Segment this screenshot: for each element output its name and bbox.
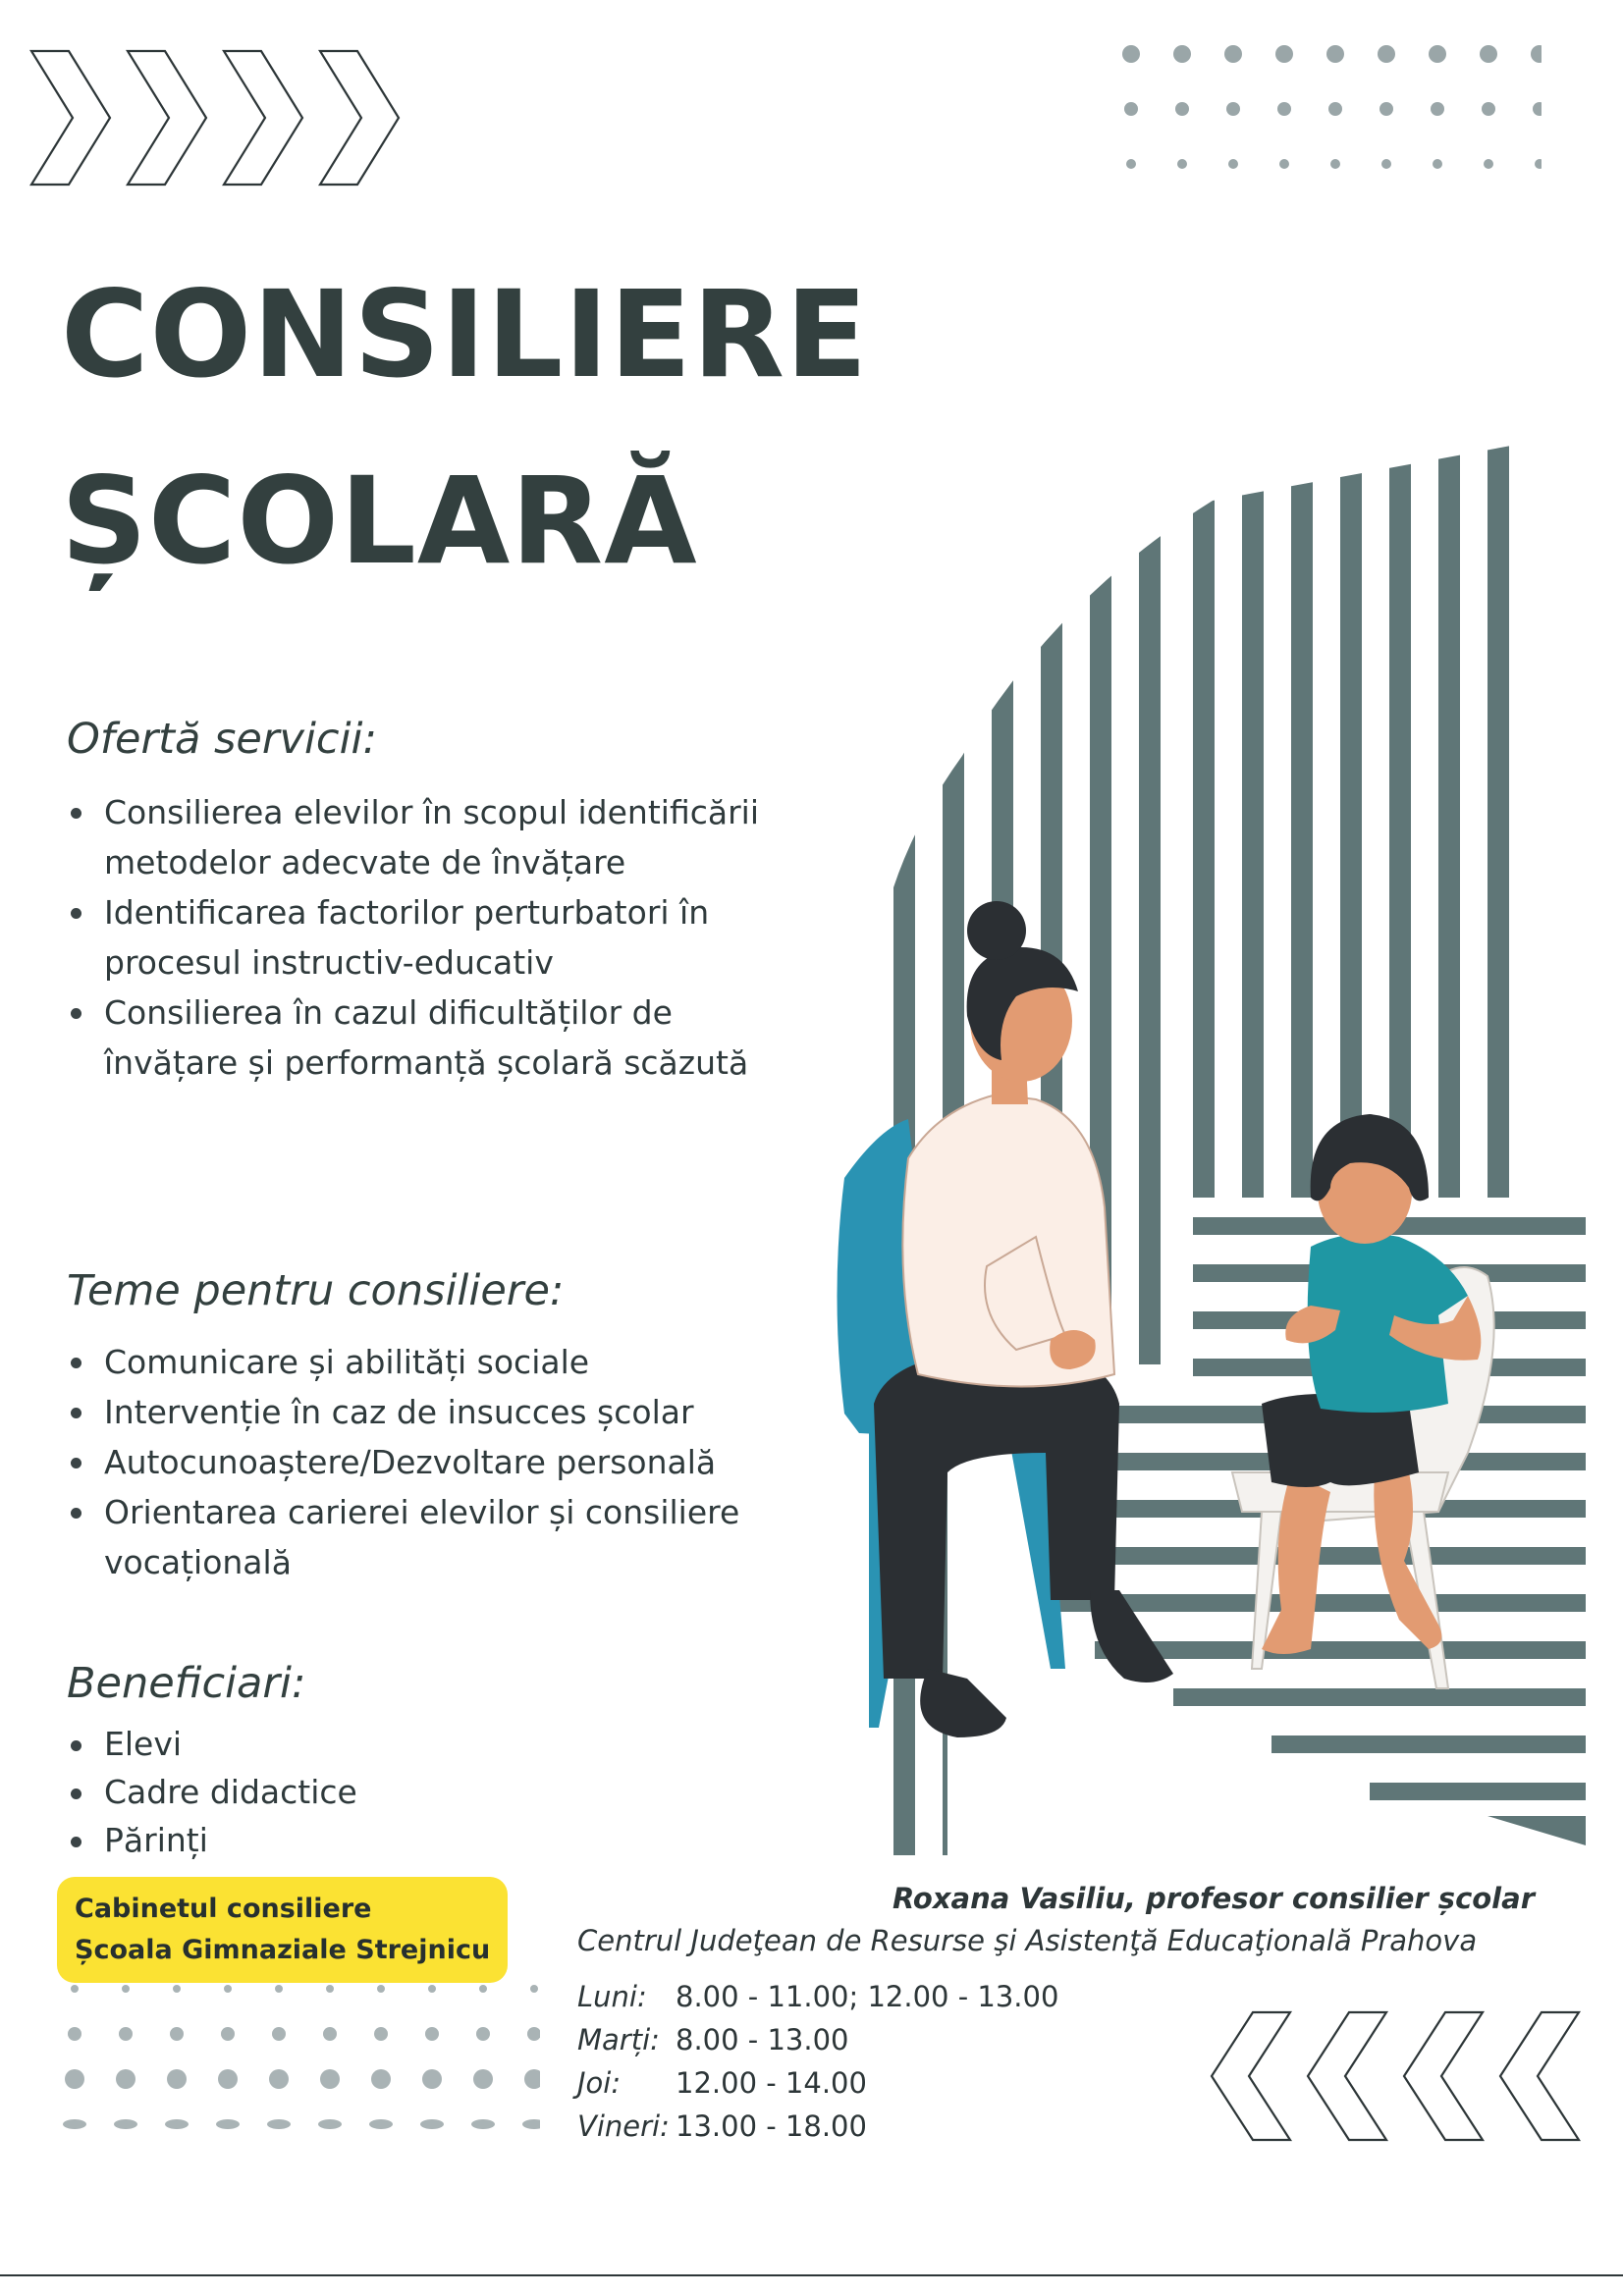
schedule-day: Luni:: [577, 1980, 647, 2013]
section-heading-beneficiari: Beneficiari:: [67, 1659, 306, 1708]
dot: [1175, 102, 1189, 116]
dot: [68, 2027, 81, 2041]
dot: [320, 2069, 340, 2089]
dot: [1228, 159, 1238, 169]
list-item: Cadre didactice: [69, 1768, 461, 1816]
schedule-day: Joi:: [577, 2066, 622, 2100]
list-item: Identificarea factorilor perturbatori în procesul instructiv-educativ: [69, 887, 776, 988]
chevrons-left-icon: [1188, 2002, 1581, 2150]
chevrons-right-icon: [29, 39, 422, 196]
schedule-table: [577, 1975, 1058, 2148]
dot: [218, 2069, 238, 2089]
dot: [1380, 102, 1393, 116]
teme-list: [69, 1337, 815, 1587]
schedule-hours: 8.00 - 13.00: [676, 2023, 849, 2056]
dot: [122, 1985, 130, 1993]
dot: [216, 2119, 240, 2129]
dot: [1480, 45, 1497, 63]
dot: [1431, 102, 1444, 116]
list-item: Consilierea în cazul dificultăților de învățare și performanță școlară scăzută: [69, 988, 776, 1088]
page-title-line2: ȘCOLARĂ: [61, 452, 698, 591]
dot: [170, 2027, 184, 2041]
dot: [524, 2069, 540, 2089]
dot: [1381, 159, 1391, 169]
dot: [1173, 45, 1191, 63]
dot: [1378, 45, 1395, 63]
dot: [1433, 159, 1442, 169]
dot: [165, 2119, 189, 2129]
dot: [369, 2119, 393, 2129]
section-heading-oferta: Ofertă servicii:: [67, 715, 377, 764]
dot: [522, 2119, 540, 2129]
schedule-row: [577, 2018, 1058, 2061]
center-name: Centrul Judeţean de Resurse şi Asistenţă Educaţională Prahova: [577, 1924, 1478, 1957]
dot: [1326, 45, 1344, 63]
dot: [1330, 159, 1340, 169]
dot: [1484, 159, 1493, 169]
dot: [1277, 102, 1291, 116]
counseling-illustration: [800, 432, 1586, 1855]
dot: [224, 1985, 232, 1993]
dot: [318, 2119, 342, 2129]
dot: [1126, 159, 1136, 169]
dot: [65, 2069, 84, 2089]
dot: [1275, 45, 1293, 63]
list-item: Părinți: [69, 1816, 461, 1864]
schedule-hours: 12.00 - 14.00: [676, 2066, 867, 2100]
dot: [371, 2069, 391, 2089]
dot: [272, 2027, 286, 2041]
list-item: Autocunoaștere/Dezvoltare personală: [69, 1437, 815, 1487]
section-heading-teme: Teme pentru consiliere:: [67, 1266, 565, 1315]
dot: [1535, 159, 1542, 169]
dot: [1482, 102, 1495, 116]
cabinet-line1: Cabinetul consiliere: [75, 1894, 372, 1924]
beneficiari-list: [69, 1720, 461, 1864]
list-item: Consilierea elevilor în scopul identificării metodelor adecvate de învățare: [69, 787, 776, 887]
schedule-day: Vineri:: [577, 2109, 670, 2143]
cabinet-label: [57, 1877, 508, 1983]
dot: [1122, 45, 1140, 63]
schedule-hours: 13.00 - 18.00: [676, 2109, 867, 2143]
list-item: Orientarea carierei elevilor și consiliere vocațională: [69, 1487, 815, 1587]
dot-grid-top: [1109, 34, 1542, 182]
dot: [377, 1985, 385, 1993]
dot: [114, 2119, 137, 2129]
dot: [167, 2069, 187, 2089]
dot: [374, 2027, 388, 2041]
dot: [1224, 45, 1242, 63]
schedule-row: [577, 2061, 1058, 2105]
author-signature: Roxana Vasiliu, profesor consilier școlar: [893, 1882, 1535, 1915]
dot: [71, 1985, 79, 1993]
dot: [221, 2027, 235, 2041]
dot: [527, 2027, 540, 2041]
dot: [420, 2119, 444, 2129]
dot: [422, 2069, 442, 2089]
list-item: Intervenție în caz de insucces școlar: [69, 1387, 815, 1437]
dot: [479, 1985, 487, 1993]
footer-divider: [0, 2274, 1623, 2276]
dot: [476, 2027, 490, 2041]
dot: [63, 2119, 86, 2129]
dot-grid-bottom: [59, 1973, 540, 2169]
dot: [1328, 102, 1342, 116]
schedule-row: [577, 1975, 1058, 2018]
dot: [267, 2119, 291, 2129]
dot: [1226, 102, 1240, 116]
dot: [269, 2069, 289, 2089]
dot: [428, 1985, 436, 1993]
dot: [173, 1985, 181, 1993]
dot: [1177, 159, 1187, 169]
dot: [1531, 45, 1542, 63]
dot: [1124, 102, 1138, 116]
cabinet-line2: Școala Gimnaziale Strejnicu: [75, 1935, 491, 1965]
dot: [1533, 102, 1542, 116]
dot: [1429, 45, 1446, 63]
list-item: Comunicare și abilități sociale: [69, 1337, 815, 1387]
dot: [530, 1985, 538, 1993]
dot: [323, 2027, 337, 2041]
dot: [1279, 159, 1289, 169]
list-item: Elevi: [69, 1720, 461, 1768]
schedule-hours: 8.00 - 11.00; 12.00 - 13.00: [676, 1980, 1059, 2013]
dot: [275, 1985, 283, 1993]
oferta-list: [69, 787, 776, 1088]
dot: [119, 2027, 133, 2041]
page-title-line1: CONSILIERE: [61, 265, 869, 404]
dot: [473, 2069, 493, 2089]
schedule-day: Marți:: [577, 2023, 660, 2056]
dot: [116, 2069, 135, 2089]
schedule-row: [577, 2105, 1058, 2148]
dot: [326, 1985, 334, 1993]
dot: [471, 2119, 495, 2129]
dot: [425, 2027, 439, 2041]
